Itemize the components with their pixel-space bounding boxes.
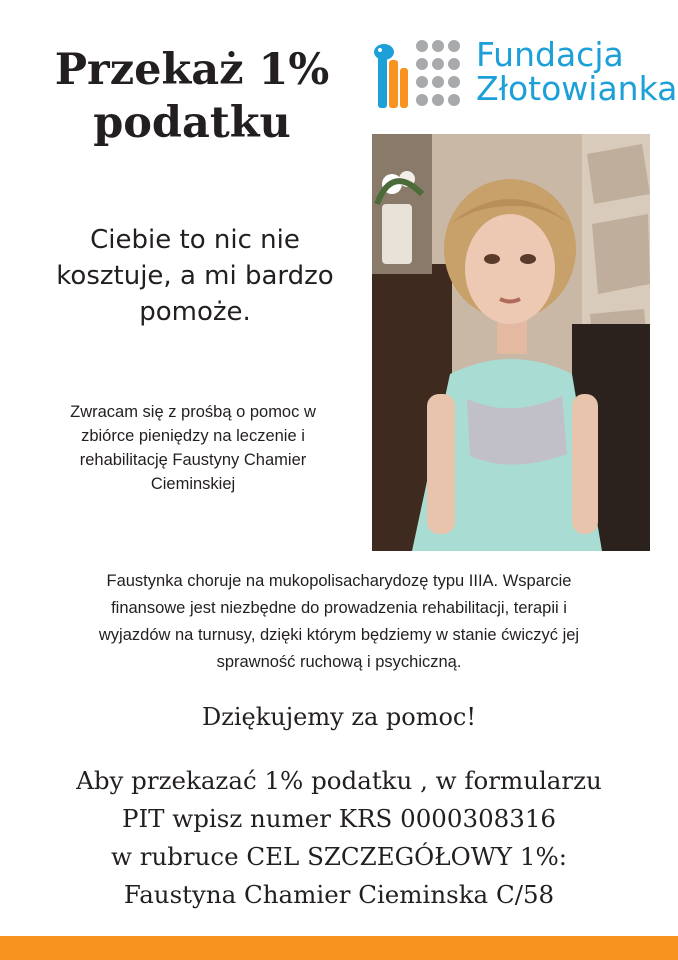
giraffe-dots-logo-icon [372,38,472,110]
story-paragraph [30,568,648,676]
krs-line-4: Faustyna Chamier Cieminska C/58 [123,880,555,909]
accent-bar [0,936,678,960]
child-photo-illustration [372,134,650,551]
story-line-4: sprawność ruchową i psychiczną. [216,653,462,671]
child-photo [372,134,650,551]
headline [22,44,362,150]
request-line-4: Cieminskiej [150,475,236,493]
request-line-3: rehabilitację Faustyny Chamier [79,451,307,469]
logo-text [476,35,678,108]
subhead-line-1: Ciebie to nic nie [90,225,300,255]
logo-line-2: Złotowianka [476,69,678,108]
krs-line-2: PIT wpisz numer KRS 0000308316 [121,804,557,833]
foundation-logo [372,35,678,110]
story-line-3: wyjazdów na turnusy, dzięki którym będziemy w stanie ćwiczyć jej [98,626,580,644]
subhead-line-2: kosztuje, a mi bardzo [56,261,334,291]
request-line-2: zbiórce pieniędzy na leczenie i [81,427,305,445]
krs-line-1: Aby przekazać 1% podatku , w formularzu [76,766,602,795]
thanks-text: Dziękujemy za pomoc! [201,703,477,731]
krs-instructions [0,762,678,914]
logo-line-1: Fundacja [476,35,624,74]
story-line-1: Faustynka choruje na mukopolisacharydozę typu IIIA. Wsparcie [106,572,572,590]
request-paragraph [28,400,358,496]
headline-line-2: podatku [93,98,291,148]
request-line-1: Zwracam się z prośbą o pomoc w [70,403,316,421]
subheadline [20,222,370,330]
story-line-2: finansowe jest niezbędne do prowadzenia rehabilitacji, terapii i [111,599,567,617]
krs-line-3: w rubruce CEL SZCZEGÓŁOWY 1%: [111,842,567,871]
headline-line-1: Przekaż 1% [54,45,330,95]
subhead-line-3: pomoże. [139,297,251,327]
